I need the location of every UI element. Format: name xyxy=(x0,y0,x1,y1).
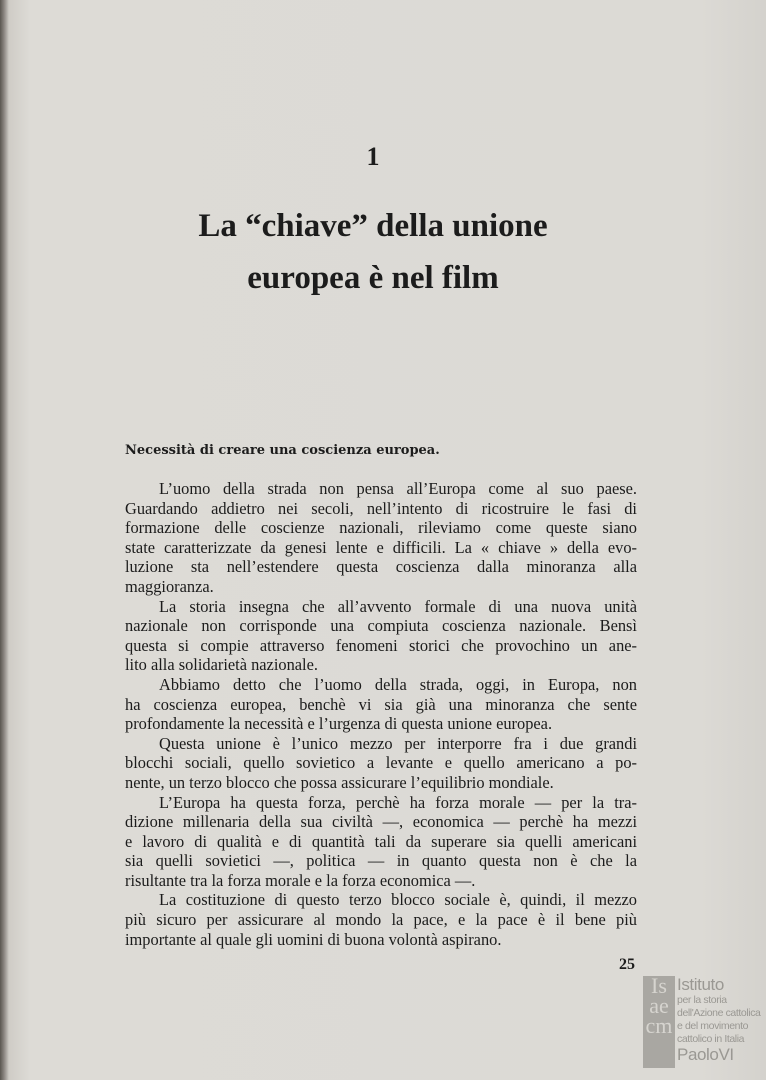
text-line: nazionale non corrisponde una compiuta coscienza nazionale. Bensì xyxy=(125,616,637,636)
section-heading: Necessità di creare una coscienza europea. xyxy=(125,443,440,458)
text-line: importante al quale gli uomini di buona volontà aspirano. xyxy=(125,929,502,949)
chapter-title xyxy=(0,200,746,304)
paragraph xyxy=(125,734,637,793)
page-number: 25 xyxy=(619,956,635,973)
text-line: dizione millenaria della sua civiltà —, economica — perchè ha mezzi xyxy=(125,812,637,832)
text-line: La storia insegna che all’avvento formale di una nuova unità xyxy=(159,596,637,616)
text-line: L’uomo della strada non pensa all’Europa come al suo paese. xyxy=(159,479,637,498)
text-line: formazione delle coscienze nazionali, rileviamo come queste siano xyxy=(125,518,637,538)
paragraph xyxy=(125,479,637,597)
paragraph xyxy=(125,793,637,891)
text-line: e lavoro di qualità e di quantità tali da superare sia quelli americani xyxy=(125,831,637,851)
text-line: Questa unione è l’unico mezzo per interporre fra i due grandi xyxy=(159,733,637,753)
text-line: state caratterizzate da genesi lente e difficili. La « chiave » della evo- xyxy=(125,537,637,557)
text-line: blocchi sociali, quello sovietico a levante e quello americano a po- xyxy=(125,753,637,773)
text-line: Abbiamo detto che l’uomo della strada, oggi, in Europa, non xyxy=(159,674,637,694)
text-line: luzione sta nell’estendere questa coscienza dalla minoranza alla xyxy=(125,557,637,577)
text-line: più sicuro per assicurare al mondo la pace, e la pace è il bene più xyxy=(125,910,637,930)
text-line: L’Europa ha questa forza, perchè ha forza morale — per la tra- xyxy=(159,792,637,812)
text-line: La costituzione di questo terzo blocco sociale è, quindi, il mezzo xyxy=(159,890,637,910)
logo-text: Istituto per la storia dell'Azione cattolica e del movimento cattolico in Italia PaoloVI xyxy=(677,975,761,1064)
paragraph xyxy=(125,597,637,675)
text-line: lito alla solidarietà nazionale. xyxy=(125,655,318,675)
text-line: sia quelli sovietici —, politica — in quanto questa non è che la xyxy=(125,851,637,871)
text-line: maggioranza. xyxy=(125,576,214,596)
text-line: Guardando addietro nei secoli, nell’intento di ricostruire le fasi di xyxy=(125,498,637,518)
title-line: europea è nel film xyxy=(247,260,499,296)
chapter-number: 1 xyxy=(366,142,380,171)
title-line: La “chiave” della unione xyxy=(198,208,548,244)
text-line: nente, un terzo blocco che possa assicurare l’equilibrio mondiale. xyxy=(125,772,554,792)
body-text xyxy=(125,479,637,949)
text-line: risultante tra la forza morale e la forza economica —. xyxy=(125,870,476,890)
logo-monogram: Is ae cm xyxy=(643,976,675,1068)
paragraph xyxy=(125,890,637,949)
text-line: questa si compie attraverso fenomeni storici che provochino un ane- xyxy=(125,635,637,655)
institute-watermark-logo xyxy=(643,973,766,1070)
text-line: profondamente la necessità e l’urgenza di questa unione europea. xyxy=(125,714,553,734)
text-line: ha coscienza europea, benchè vi sia già una minoranza che sente xyxy=(125,694,637,714)
paragraph xyxy=(125,675,637,734)
